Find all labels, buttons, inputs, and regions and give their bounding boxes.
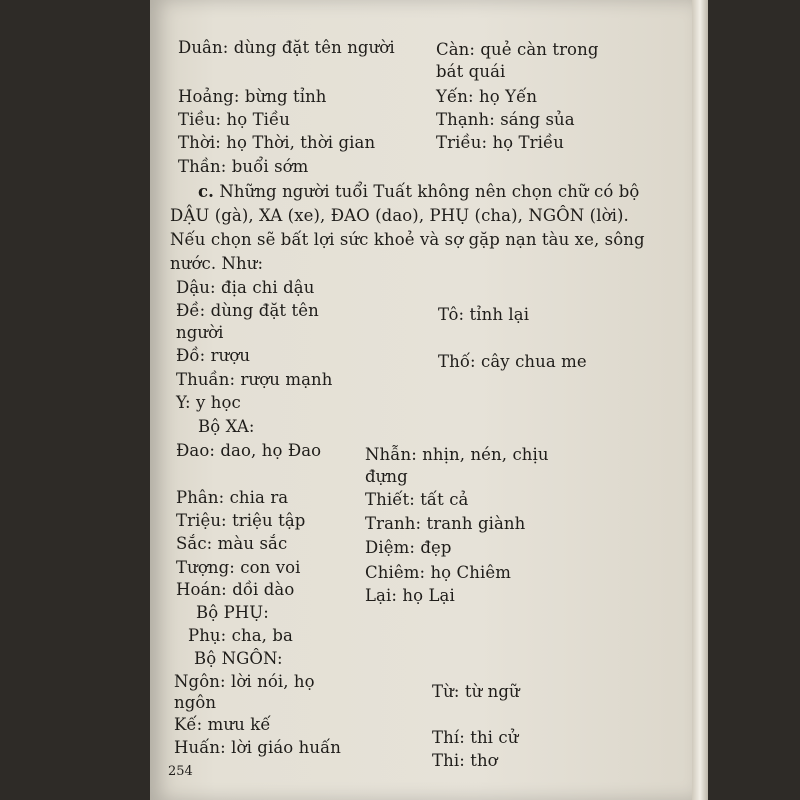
entry-yen: Yến: họ Yến xyxy=(436,87,538,106)
entry-thuan: Thuần: rượu mạnh xyxy=(176,370,333,389)
entry-trieu: Triều: họ Triều xyxy=(436,133,565,152)
section-c-line2: DẬU (gà), XA (xe), ĐAO (dao), PHỤ (cha), NGÔN (lời). xyxy=(170,206,629,225)
entry-de: Đề: dùng đặt tên xyxy=(176,301,319,320)
entry-than: Thần: buổi sớm xyxy=(178,157,309,176)
entry-ngon: Ngôn: lời nói, họ xyxy=(174,672,315,691)
entry-dao: Đao: dao, họ Đao xyxy=(176,441,322,460)
entry-diem: Diệm: đẹp xyxy=(365,538,452,557)
heading-bo-ngon: Bộ NGÔN: xyxy=(194,649,283,668)
entry-can: Càn: quẻ càn trong xyxy=(436,40,599,59)
entry-hoan: Hoán: dồi dào xyxy=(176,580,295,599)
entry-phu: Phụ: cha, ba xyxy=(188,626,293,645)
section-c-text1: Những người tuổi Tuất không nên chọn chữ có bộ xyxy=(214,182,640,201)
entry-de-cont: người xyxy=(176,323,224,342)
entry-tuong: Tượng: con voi xyxy=(176,558,301,577)
entry-chiem: Chiêm: họ Chiêm xyxy=(365,563,511,582)
page-number: 254 xyxy=(168,764,193,779)
heading-bo-xa: Bộ XA: xyxy=(198,417,255,436)
entry-ke: Kế: mưu kế xyxy=(174,715,271,734)
entry-lai: Lại: họ Lại xyxy=(365,586,455,605)
entry-ngon-cont: ngôn xyxy=(174,693,217,712)
entry-phan: Phân: chia ra xyxy=(176,488,289,507)
entry-tu: Từ: từ ngữ xyxy=(432,682,520,701)
entry-tho: Thố: cây chua me xyxy=(438,352,587,371)
entry-dau: Dậu: địa chi dậu xyxy=(176,278,315,297)
section-c-line3: Nếu chọn sẽ bất lợi sức khoẻ và sợ gặp nạn tàu xe, sông xyxy=(170,230,645,249)
entry-huan: Huấn: lời giáo huấn xyxy=(174,738,342,757)
entry-thoi: Thời: họ Thời, thời gian xyxy=(178,133,376,152)
entry-nhan-cont: đựng xyxy=(365,467,408,486)
entry-do: Đồ: rượu xyxy=(176,346,251,365)
entry-nhan: Nhẫn: nhịn, nén, chịu xyxy=(365,445,549,464)
entry-to: Tô: tỉnh lại xyxy=(438,305,530,324)
section-c-line1 xyxy=(198,182,639,202)
entry-tieu: Tiều: họ Tiều xyxy=(178,110,291,129)
entry-sac: Sắc: màu sắc xyxy=(176,534,288,553)
heading-bo-phu: Bộ PHỤ: xyxy=(196,603,269,622)
entry-trieu-tap: Triệu: triệu tập xyxy=(176,511,306,530)
entry-thanh: Thạnh: sáng sủa xyxy=(436,110,575,129)
section-c-label: c. xyxy=(198,182,214,201)
section-c-line4: nước. Như: xyxy=(170,254,264,273)
entry-hoang: Hoảng: bừng tỉnh xyxy=(178,87,327,106)
entry-duan: Duân: dùng đặt tên người xyxy=(178,38,395,57)
entry-y: Y: y học xyxy=(176,393,241,412)
page-edge xyxy=(692,0,708,800)
entry-tranh: Tranh: tranh giành xyxy=(365,514,526,533)
entry-thi-tho: Thi: thơ xyxy=(432,751,498,770)
entry-thiet: Thiết: tất cả xyxy=(365,490,469,509)
entry-can-cont: bát quái xyxy=(436,62,506,81)
entry-thi-cu: Thí: thi cử xyxy=(432,728,519,747)
